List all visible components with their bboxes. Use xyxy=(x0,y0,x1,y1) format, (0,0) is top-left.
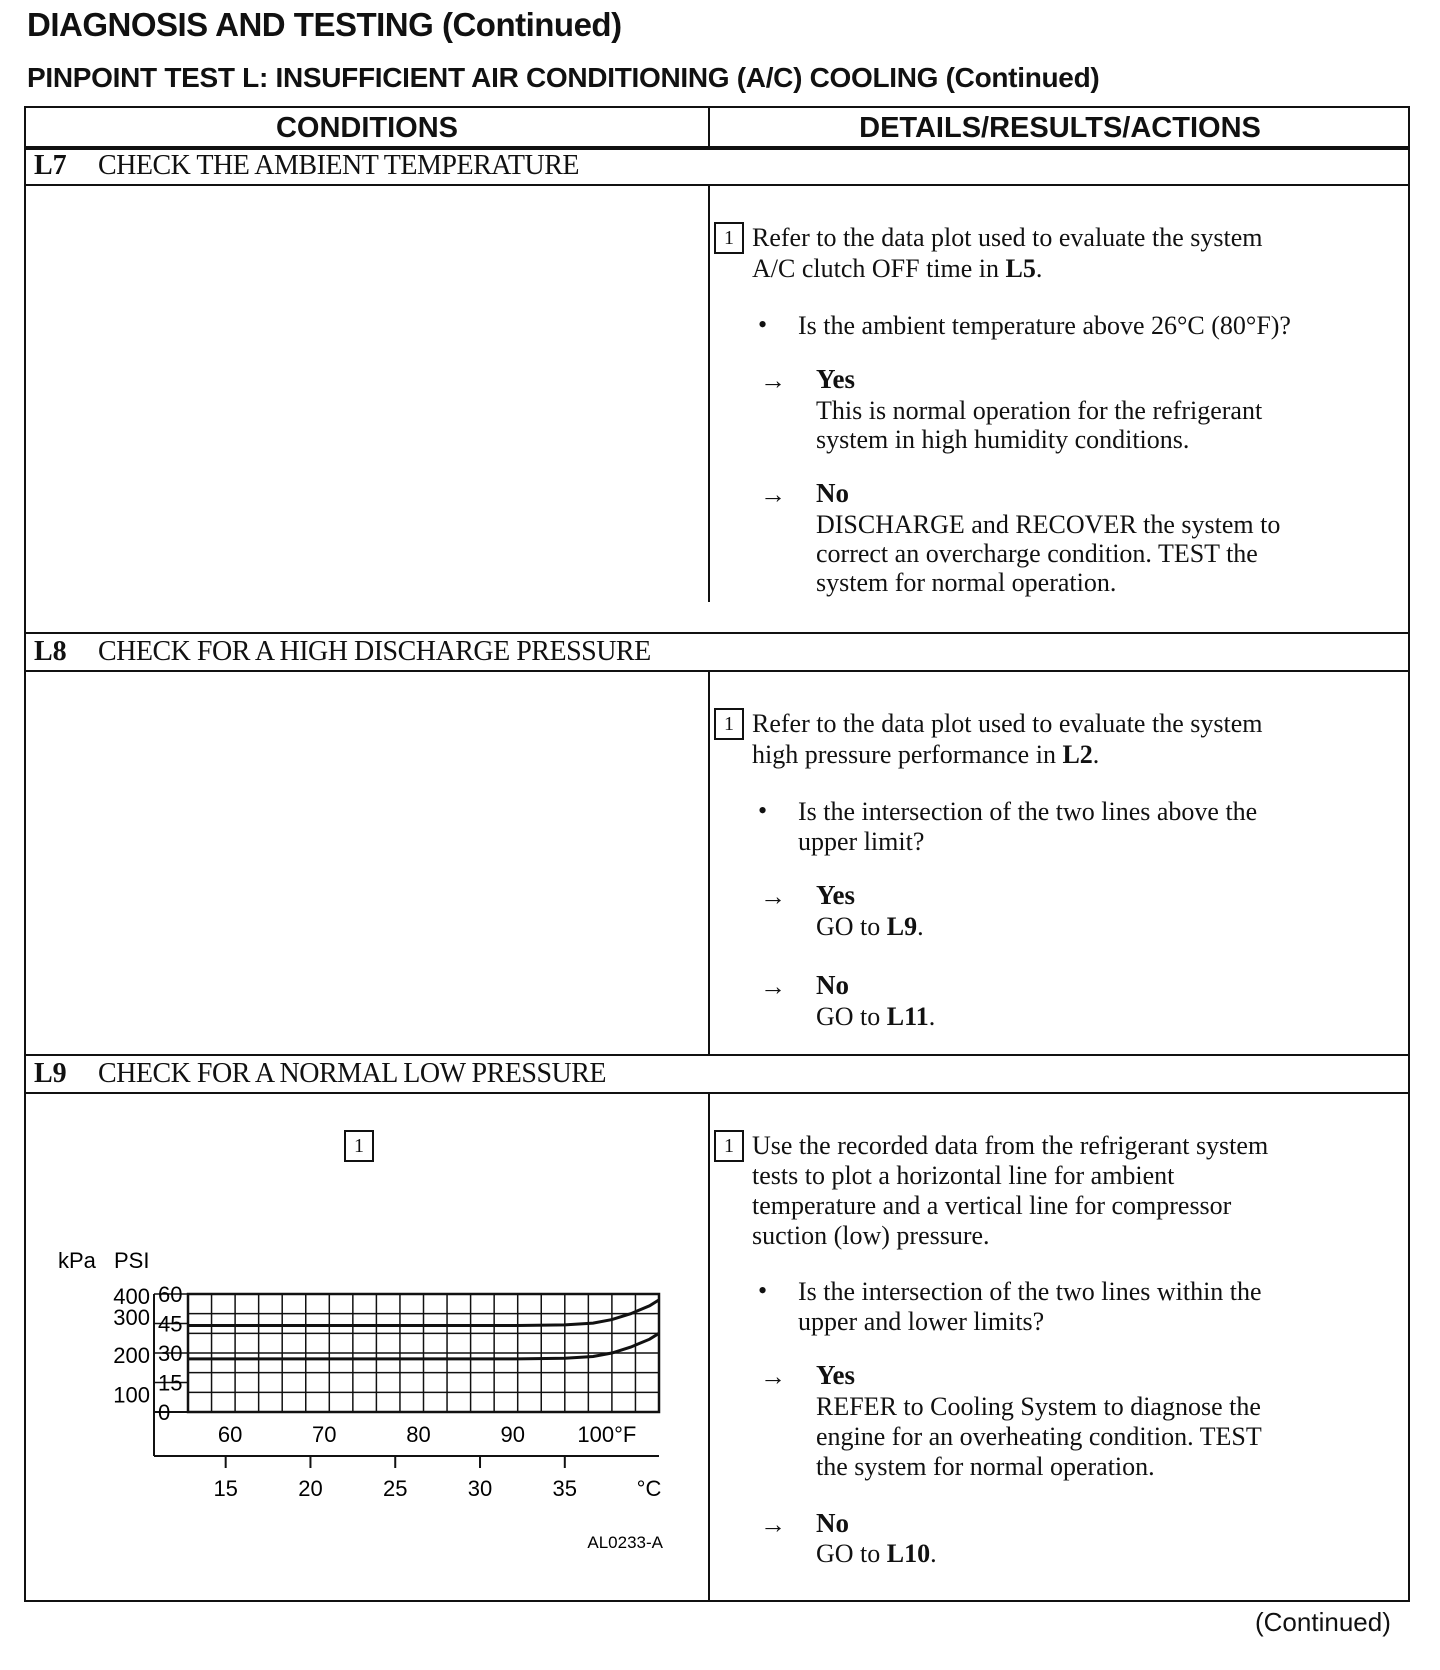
header-divider xyxy=(708,108,710,148)
result-line: engine for an overheating condition. TEST xyxy=(816,1422,1262,1451)
step-l7-details xyxy=(710,184,1410,602)
result-line: system for normal operation. xyxy=(816,568,1117,597)
psi-tick-label: 45 xyxy=(158,1311,183,1337)
celsius-tick-label: 15 xyxy=(213,1476,238,1501)
axis-unit-label: kPa xyxy=(58,1248,96,1273)
arrow-right-icon: → xyxy=(760,972,786,1001)
bullet-icon: • xyxy=(758,310,768,339)
step-id: L9 xyxy=(34,1058,67,1089)
step-title: CHECK FOR A HIGH DISCHARGE PRESSURE xyxy=(98,636,651,667)
step-box-number: 1 xyxy=(714,708,744,740)
kpa-tick-label: 100 xyxy=(113,1382,150,1408)
arrow-right-icon: → xyxy=(760,1362,786,1391)
result-line: GO to L9. xyxy=(816,912,924,941)
result-line: correct an overcharge condition. TEST the xyxy=(816,539,1258,568)
psi-tick-label: 60 xyxy=(158,1282,183,1307)
bullet-icon: • xyxy=(758,796,768,825)
result-line: GO to L10. xyxy=(816,1539,937,1568)
instruction-line: tests to plot a horizontal line for ambient xyxy=(752,1161,1175,1190)
fahrenheit-tick-label: 60 xyxy=(217,1422,243,1447)
question: Is the intersection of the two lines within the xyxy=(798,1277,1262,1306)
result-line: REFER to Cooling System to diagnose the xyxy=(816,1392,1261,1421)
result-line: This is normal operation for the refrigerant xyxy=(816,396,1263,425)
result-line: the system for normal operation. xyxy=(816,1452,1155,1481)
step-title: CHECK THE AMBIENT TEMPERATURE xyxy=(98,150,579,181)
question: upper limit? xyxy=(798,827,925,856)
result-line: DISCHARGE and RECOVER the system to xyxy=(816,510,1281,539)
arrow-right-icon: → xyxy=(760,480,786,509)
celsius-tick-label: 30 xyxy=(467,1476,493,1501)
step-id: L7 xyxy=(34,150,67,181)
question: Is the intersection of the two lines above the xyxy=(798,797,1258,826)
step-l9-conditions xyxy=(26,1092,708,1602)
instruction-line: A/C clutch OFF time in L5. xyxy=(752,254,1043,283)
no-label: No xyxy=(816,970,849,1000)
step-title: CHECK FOR A NORMAL LOW PRESSURE xyxy=(98,1058,607,1089)
step-l8-details xyxy=(710,670,1410,1054)
instruction-line: Refer to the data plot used to evaluate the system xyxy=(752,709,1263,738)
arrow-right-icon: → xyxy=(760,366,786,395)
kpa-tick-label: 200 xyxy=(113,1343,150,1368)
pinpoint-table xyxy=(24,106,1410,1602)
psi-tick-label: 30 xyxy=(158,1341,183,1366)
step-box-number: 1 xyxy=(714,222,744,254)
instruction-line: Use the recorded data from the refrigerant system xyxy=(752,1131,1269,1160)
instruction-line: suction (low) pressure. xyxy=(752,1221,990,1250)
bullet-icon: • xyxy=(758,1276,768,1305)
step-box-number: 1 xyxy=(714,1130,744,1162)
chart-box-number: 1 xyxy=(344,1130,374,1162)
arrow-right-icon: → xyxy=(760,882,786,911)
figure-id-label: AL0233-A xyxy=(587,1533,663,1552)
arrow-right-icon: → xyxy=(760,1510,786,1539)
celsius-tick-label: 20 xyxy=(298,1476,323,1501)
step-id: L8 xyxy=(34,636,67,667)
question: Is the ambient temperature above 26°C (80°F)? xyxy=(798,311,1291,340)
step-l7-row xyxy=(26,146,1408,186)
page-title: DIAGNOSIS AND TESTING (Continued) xyxy=(27,6,622,43)
instruction-line: temperature and a vertical line for compressor xyxy=(752,1191,1232,1220)
pinpoint-test-title: PINPOINT TEST L: INSUFFICIENT AIR CONDITIONING (A/C) COOLING (Continued) xyxy=(27,62,1100,93)
fahrenheit-tick-label: 80 xyxy=(406,1422,431,1447)
fahrenheit-tick-label: 90 xyxy=(500,1422,525,1447)
fahrenheit-tick-label: 100°F xyxy=(577,1422,637,1447)
pressure-limit-chart xyxy=(26,1092,708,1602)
psi-tick-label: 15 xyxy=(158,1370,183,1396)
fahrenheit-tick-label: 70 xyxy=(312,1422,337,1447)
kpa-tick-label: 400 xyxy=(113,1284,150,1309)
instruction-line: high pressure performance in L2. xyxy=(752,740,1100,769)
result-line: system in high humidity conditions. xyxy=(816,425,1190,454)
result-line: GO to L11. xyxy=(816,1002,936,1031)
celsius-unit-label: °C xyxy=(636,1476,662,1501)
kpa-tick-label: 300 xyxy=(113,1305,150,1330)
question: upper and lower limits? xyxy=(798,1307,1045,1336)
step-l9-details xyxy=(710,1092,1410,1602)
celsius-tick-label: 35 xyxy=(552,1476,578,1501)
no-label: No xyxy=(816,478,849,508)
table-header-row xyxy=(26,108,1408,150)
step-l9-row xyxy=(26,1054,1408,1094)
psi-tick-label: 0 xyxy=(158,1400,171,1425)
yes-label: Yes xyxy=(816,880,855,910)
instruction-line: Refer to the data plot used to evaluate the system xyxy=(752,223,1263,252)
continued-label: (Continued) xyxy=(1255,1607,1391,1637)
axis-unit-label: PSI xyxy=(114,1248,150,1273)
yes-label: Yes xyxy=(816,364,855,394)
celsius-tick-label: 25 xyxy=(382,1476,408,1501)
conditions-column-header: CONDITIONS xyxy=(275,112,459,144)
yes-label: Yes xyxy=(816,1360,855,1390)
step-l8-row xyxy=(26,632,1408,672)
no-label: No xyxy=(816,1508,849,1538)
details-column-header: DETAILS/RESULTS/ACTIONS xyxy=(859,112,1261,144)
